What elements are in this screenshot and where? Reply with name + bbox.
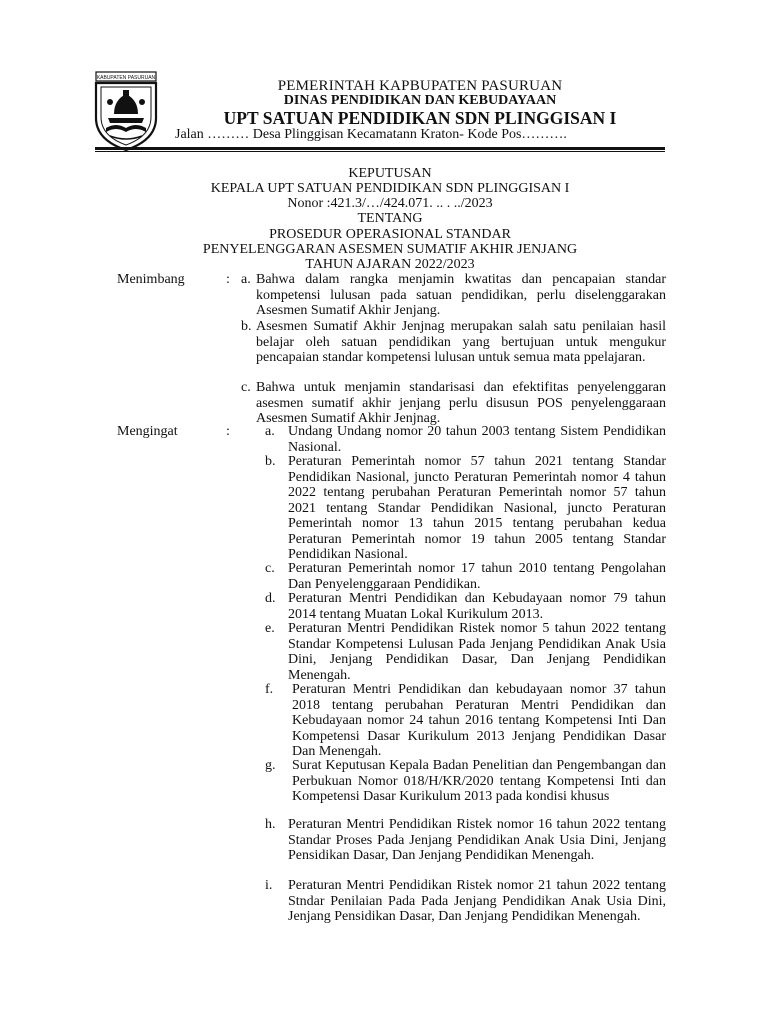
list-item: Peraturan Pemerintah nomor 17 tahun 2010 tentang Pengolahan Dan Penyelenggaraan Pendidikan.	[288, 561, 666, 592]
letterhead-address: Jalan ……… Desa Plinggisan Kecamatann Kraton- Kode Pos……….	[175, 127, 567, 142]
decree-about: TENTANG	[357, 211, 423, 226]
list-marker: c.	[241, 380, 251, 395]
section-label-menimbang: Menimbang	[117, 272, 185, 287]
section-colon: :	[226, 424, 230, 439]
list-item: Bahwa dalam rangka menjamin kwatitas dan pencapaian standar kompetensi lulusan pada satuan pendidikan, perlu diselenggarakan Asesmen Sumatif Akhir Jenjang.	[256, 272, 666, 318]
list-item: Peraturan Mentri Pendidikan Ristek nomor 21 tahun 2022 tentang Stndar Penilaian Pada Pada Jenjang Pendidikan Anak Usia Dini, Jenjang Pensidikan Dasar, Dan Jenjang Pendidikan Menengah.	[288, 878, 666, 924]
svg-text:KABUPATEN PASURUAN: KABUPATEN PASURUAN	[96, 75, 156, 81]
list-marker: g.	[265, 758, 276, 773]
letterhead-department: DINAS PENDIDIKAN DAN KEBUDAYAAN	[283, 93, 557, 108]
list-item: Surat Keputusan Kepala Badan Penelitian dan Pengembangan dan Perbukuan Nomor 018/H/KR/2020 tentang Kompetensi Inti dan Kompetensi Dasar Kurikulum 2013 pada kondisi khusus	[292, 758, 666, 804]
list-marker: b.	[265, 454, 276, 469]
list-marker: b.	[241, 319, 252, 334]
list-item: Asesmen Sumatif Akhir Jenjnag merupakan salah satu penilaian hasil belajar oleh satuan pendidikan yang bertujuan untuk mengukur pencapaian standar kompetensi lulusan untuk semua mata ppelajaran.	[256, 319, 666, 365]
list-marker: h.	[265, 817, 276, 832]
decree-subject-2: PENYELENGGARAN ASESMEN SUMATIF AKHIR JENJANG	[202, 242, 578, 257]
list-marker: a.	[241, 272, 251, 287]
letterhead-government: PEMERINTAH KAPBUPATEN PASURUAN	[277, 78, 563, 94]
list-item: Peraturan Pemerintah nomor 57 tahun 2021 tentang Standar Pendidikan Nasional, juncto Peraturan Pemerintah nomor 4 tahun 2022 tentang perubahan Peraturan Pemerintah nomor 57 tahun 2021 tentang Standar Pendidikan Nasional, juncto Peraturan Pemerintah nomor 13 tahun 2015 tentang perubahan kedua Peraturan Pemerintah nomor 19 tahun 2005 tentang Standar Pendidikan Nasional.	[288, 454, 666, 562]
decree-heading: KEPUTUSAN	[348, 166, 432, 181]
list-marker: a.	[265, 424, 275, 439]
list-marker: e.	[265, 621, 275, 636]
list-item: Peraturan Mentri Pendidikan Ristek nomor 5 tahun 2022 tentang Standar Kompetensi Lulusan Pada Jenjang Pendidikan Anak Usia Dini, Jenjang Pendidikan Dasar, Dan Jenjang Pendidikan Menengah.	[288, 621, 666, 683]
list-item: Peraturan Mentri Pendidikan Ristek nomor 16 tahun 2022 tentang Standar Proses Pada Jenjang Pendidikan Anak Usia Dini, Jenjang Pensidikan Dasar, Dan Jenjang Pendidikan Menengah.	[288, 817, 666, 863]
list-item: Peraturan Mentri Pendidikan dan kebudayaan nomor 37 tahun 2018 tentang perubahan Peraturan Mentri Pendidikan dan Kebudayaan nomor 24 tahun 2016 tentang Kompetensi Inti Dan Kompetensi Dasar Kurikulum 2013 Jenjang Pendidikan Dasar Dan Menengah.	[292, 682, 666, 759]
list-marker: d.	[265, 591, 276, 606]
list-marker: f.	[265, 682, 274, 697]
regency-emblem-icon	[92, 70, 160, 152]
decree-year: TAHUN AJARAN 2022/2023	[305, 257, 475, 272]
decree-subject-1: PROSEDUR OPERASIONAL STANDAR	[269, 227, 511, 242]
section-colon: :	[226, 272, 230, 287]
list-item: Peraturan Mentri Pendidikan dan Kebudayaan nomor 79 tahun 2014 tentang Muatan Lokal Kurikulum 2013.	[288, 591, 666, 622]
list-item: Undang Undang nomor 20 tahun 2003 tentang Sistem Pendidikan Nasional.	[288, 424, 666, 455]
section-label-mengingat: Mengingat	[117, 424, 178, 439]
decree-number: Nonor :421.3/…/424.071. .. . ../2023	[287, 196, 493, 211]
letterhead-rule-thin	[95, 151, 665, 152]
decree-issuer: KEPALA UPT SATUAN PENDIDIKAN SDN PLINGGISAN I	[210, 181, 570, 196]
list-marker: c.	[265, 561, 275, 576]
letterhead-rule-thick	[95, 147, 665, 150]
letterhead-school: UPT SATUAN PENDIDIKAN SDN PLINGGISAN I	[223, 108, 617, 128]
list-item: Bahwa untuk menjamin standarisasi dan efektifitas penyelenggaran asesmen sumatif akhir jenjang perlu disusun POS penyelenggaraan Asesmen Sumatif Akhir Jenjnag.	[256, 380, 666, 426]
list-marker: i.	[265, 878, 273, 893]
